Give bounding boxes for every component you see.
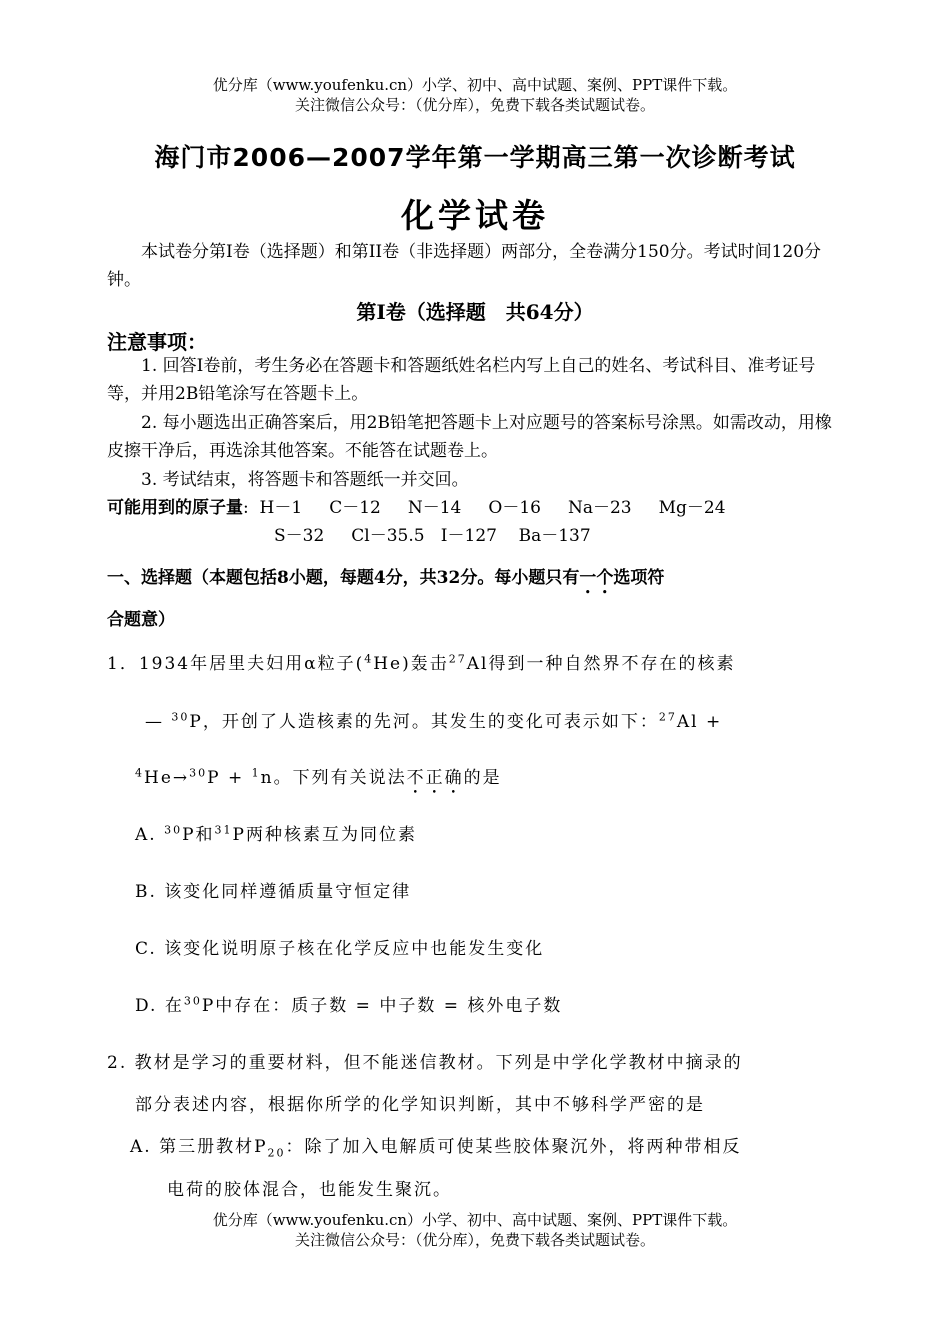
exam-title: 海门市2006—2007学年第一学期高三第一次诊断考试 — [154, 143, 796, 172]
notice-item-3: 3. 考试结束，将答题卡和答题纸一并交回。 — [141, 470, 469, 490]
part-1-heading: 一、选择题（本题包括8小题，每题4分，共32分。每小题只有一个选项符 — [107, 568, 665, 588]
atomic-mass-line-2: S－32 Cl－35.5 I－127 Ba－137 — [274, 526, 591, 546]
q1-line-2: — $^{30}$P，开创了人造核素的先河。其发生的变化可表示如下：$^{27}$Al + — [145, 710, 723, 732]
footer-line-2: 关注微信公众号：（优分库），免费下载各类试题试卷。 — [294, 1231, 655, 1249]
part-1-heading-cont: 合题意） — [107, 610, 175, 630]
notice-item-1: 1. 回答I卷前，考生务必在答题卡和答题纸姓名栏内写上自己的姓名、考试科目、准考证号等，并用2B铅笔涂写在答题卡上。 — [107, 356, 816, 404]
q2-number: 2. — [107, 1053, 128, 1073]
q2-option-a: A. 第三册教材$P_{20}$：除了加入电解质可使某些胶体聚沉外，将两种带相反 — [130, 1137, 742, 1160]
notice-item-2: 2. 每小题选出正确答案后，用2B铅笔把答题卡上对应题号的答案标号涂黑。如需改动，用橡皮擦干净后，再选涂其他答案。不能答在试题卷上。 — [107, 413, 832, 461]
q1-number: 1． — [107, 654, 139, 674]
emphasis-one-option: 一个 — [579, 568, 614, 588]
atomic-mass-values-1: H－1 C－12 N－14 O－16 Na－23 Mg－24 — [259, 498, 726, 518]
header-line-1: 优分库（www.youfenku.cn）小学、初中、高中试题、案例、PPT课件下载。 — [212, 76, 738, 94]
q1-line-3: $^4$He→$^{30}$P + $^1$n。下列有关说法不正确的是 — [135, 766, 502, 788]
atomic-mass-line-1: 可能用到的原子量: H－1 C－12 N－14 O－16 Na－23 Mg－24 — [107, 498, 726, 518]
section-1-title: 第Ⅰ卷（选择题 共64分） — [356, 300, 594, 324]
atomic-mass-label: 可能用到的原子量 — [107, 498, 243, 518]
q2-line-1: 2. 教材是学习的重要材料，但不能迷信教材。下列是中学化学教材中摘录的 — [107, 1053, 743, 1073]
header-line-2: 关注微信公众号：（优分库），免费下载各类试题试卷。 — [294, 96, 655, 114]
q2-option-a-cont: 电荷的胶体混合，也能发生聚沉。 — [167, 1180, 452, 1200]
q2-line-2: 部分表述内容，根据你所学的化学知识判断，其中不够科学严密的是 — [135, 1095, 705, 1115]
footer-line-1: 优分库（www.youfenku.cn）小学、初中、高中试题、案例、PPT课件下载。 — [212, 1211, 738, 1229]
intro-paragraph: 本试卷分第I卷（选择题）和第II卷（非选择题）两部分，全卷满分150分。考试时间120分钟。 — [107, 242, 822, 290]
q1-option-b: B. 该变化同样遵循质量守恒定律 — [135, 882, 412, 902]
q1-line-1: 1．1934年居里夫妇用α粒子($^4$He)轰击$^{27}$Al得到一种自然界不存在的核素 — [107, 652, 736, 674]
emphasis-not-correct: 不正确 — [406, 768, 464, 788]
q1-option-d: D. 在$^{30}$P中存在：质子数 = 中子数 = 核外电子数 — [135, 994, 563, 1016]
q1-option-c: C. 该变化说明原子核在化学反应中也能发生变化 — [135, 939, 545, 959]
q1-option-a: A. $^{30}$P和$^{31}$P两种核素互为同位素 — [135, 823, 417, 845]
paper-subtitle: 化学试卷 — [401, 196, 549, 235]
notice-heading: 注意事项： — [107, 330, 207, 354]
